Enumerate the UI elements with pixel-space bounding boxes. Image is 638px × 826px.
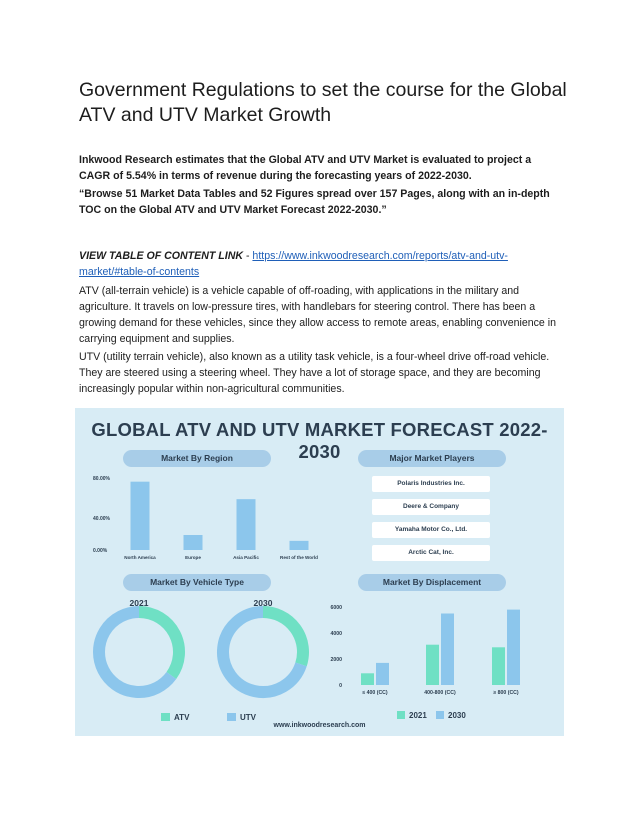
donut-slice [263, 612, 303, 664]
infographic-title: GLOBAL ATV AND UTV MARKET FORECAST 2022-2030 [91, 419, 548, 462]
region-heading: Market By Region [123, 450, 271, 467]
toc-label: VIEW TABLE OF CONTENT LINK [79, 250, 243, 262]
region-category-label: Europe [185, 555, 201, 560]
displacement-category-label: ≥ 800 (CC) [493, 690, 519, 696]
displacement-ytick-label: 6000 [330, 605, 342, 611]
donut-year-label: 2021 [129, 598, 149, 608]
player-item: Yamaha Motor Co., Ltd. [372, 522, 490, 538]
lead-paragraph: Inkwood Research estimates that the Global ATV and UTV Market is evaluated to project a CAGR of 5.54% in terms of revenue during the forecasting years of 2022-2030. [79, 154, 532, 182]
displacement-bar [426, 645, 439, 685]
players-heading: Major Market Players [358, 450, 506, 467]
player-item: Polaris Industries Inc. [372, 476, 490, 492]
region-category-label: Asia Pacific [233, 555, 259, 560]
displacement-bar [492, 647, 505, 685]
toc-line [79, 248, 565, 280]
vehicle-heading: Market By Vehicle Type [123, 574, 271, 591]
displacement-category-label: ≤ 400 (CC) [362, 690, 388, 696]
donut-year-label: 2030 [253, 598, 273, 608]
region-bar [184, 535, 203, 550]
displacement-category-label: 400-800 (CC) [424, 690, 456, 696]
legend-2021-label: 2021 [409, 711, 427, 720]
quote-paragraph: “Browse 51 Market Data Tables and 52 Figures spread over 157 Pages, along with an in-depth TOC on the Global ATV and UTV Market Forecast 2022-2030.” [79, 188, 550, 216]
region-bar [131, 482, 150, 550]
legend-2030-label: 2030 [448, 711, 466, 720]
displacement-ytick-label: 0 [339, 683, 342, 689]
region-category-label: Rest of the World [280, 555, 318, 560]
player-item: Arctic Cat, Inc. [372, 545, 490, 561]
legend-2021-swatch [397, 711, 405, 719]
displacement-heading: Market By Displacement [358, 574, 506, 591]
region-category-label: North America [124, 555, 156, 560]
displacement-bar [507, 610, 520, 685]
legend-utv-label: UTV [240, 713, 256, 722]
legend-2030-swatch [436, 711, 444, 719]
displacement-ytick-label: 2000 [330, 657, 342, 663]
legend-atv-label: ATV [174, 713, 190, 722]
donut-slice [139, 612, 179, 676]
legend-utv-swatch [227, 713, 236, 721]
region-ytick-label: 0.00% [93, 548, 108, 554]
player-item: Deere & Company [372, 499, 490, 515]
displacement-bar [361, 673, 374, 685]
infographic-url: www.inkwoodresearch.com [273, 722, 366, 729]
infographic-charts [75, 408, 564, 736]
region-bar [290, 541, 309, 550]
atv-paragraph: ATV (all-terrain vehicle) is a vehicle capable of off-roading, with applications in the military and agriculture. It travels on low-pressure tires, with handlebars for steering control. There has been a growing demand for these vehicles, since they allow access to remote areas, enabling convenience in carrying equipment and supplies. [79, 285, 556, 345]
infographic [75, 408, 564, 736]
legend-atv-swatch [161, 713, 170, 721]
displacement-ytick-label: 4000 [330, 631, 342, 637]
utv-paragraph: UTV (utility terrain vehicle), also known as a utility task vehicle, is a four-wheel drive off-road vehicle. They are steered using a steering wheel. They have a lot of storage space, and they are becoming increasingly popular within non-agricultural communities. [79, 351, 550, 395]
displacement-bar [376, 663, 389, 685]
region-bar [237, 499, 256, 550]
article-title: Government Regulations to set the course for the Global ATV and UTV Market Growth [79, 79, 567, 126]
toc-separator: - [243, 250, 253, 262]
region-ytick-label: 40.00% [93, 516, 110, 522]
displacement-bar [441, 614, 454, 686]
toc-link[interactable]: https://www.inkwoodresearch.com/reports/atv-and-utv-market/#table-of-contents [79, 250, 508, 278]
region-ytick-label: 80.00% [93, 476, 110, 482]
